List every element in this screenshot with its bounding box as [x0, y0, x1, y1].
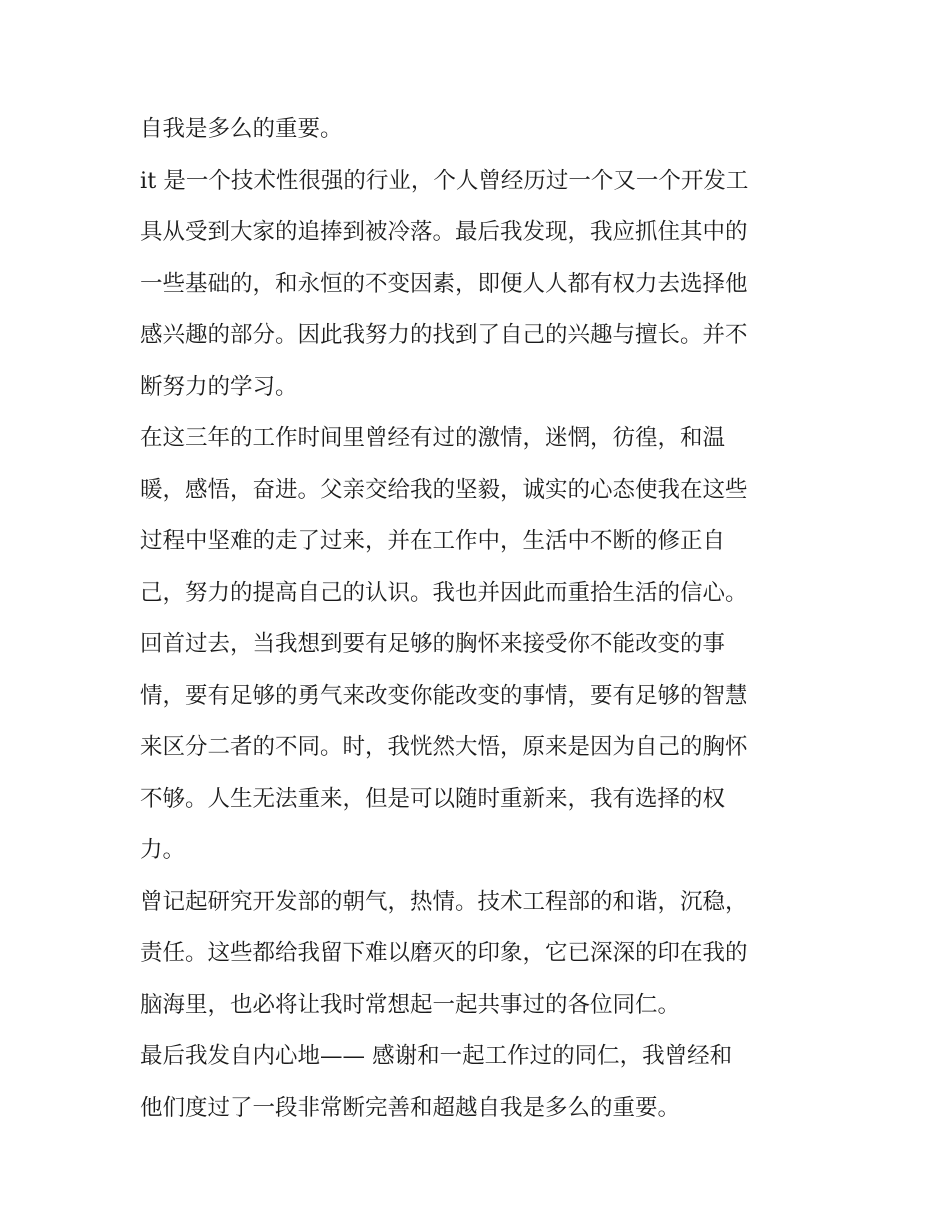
text-line: 力。	[140, 837, 186, 863]
text-line: 不够。人生无法重来，但是可以随时重新来，我有选择的权	[140, 785, 726, 812]
text-line: 在这三年的工作时间里曾经有过的激情，迷惘，彷徨，和温	[140, 425, 726, 451]
text-line: 己，努力的提高自己的认识。我也并因此而重拾生活的信心。	[140, 579, 748, 606]
text-line: 一些基础的，和永恒的不变因素，即便人人都有权力去选择他	[140, 270, 748, 297]
text-line: 暖，感悟，奋进。父亲交给我的坚毅，诚实的心态使我在这些	[140, 476, 748, 503]
text-line: 责任。这些都给我留下难以磨灭的印象，它已深深的印在我的	[140, 940, 748, 966]
text-line: 自我是多么的重要。	[140, 116, 343, 142]
text-line: 来区分二者的不同。时，我恍然大悟，原来是因为自己的胸怀	[140, 734, 748, 760]
text-line: 断努力的学习。	[140, 373, 298, 400]
text-line: 脑海里，也必将让我时常想起一起共事过的各位同仁。	[140, 991, 681, 1018]
text-line: 最后我发自内心地—— 感谢和一起工作过的同仁，我曾经和	[140, 1043, 733, 1069]
text-line: 回首过去，当我想到要有足够的胸怀来接受你不能改变的事	[140, 631, 726, 657]
text-line: 情，要有足够的勇气来改变你能改变的事情，要有足够的智慧	[140, 682, 748, 709]
text-line: 感兴趣的部分。因此我努力的找到了自己的兴趣与擅长。并不	[140, 322, 748, 348]
text-line: it 是一个技术性很强的行业，个人曾经历过一个又一个开发工	[140, 167, 749, 194]
text-line: 他们度过了一段非常断完善和超越自我是多么的重要。	[140, 1094, 681, 1121]
body-text	[140, 104, 830, 1134]
text-line: 曾记起研究开发部的朝气，热情。技术工程部的和谐，沉稳，	[140, 888, 748, 915]
text-line: 具从受到大家的追捧到被冷落。最后我发现，我应抓住其中的	[140, 219, 748, 245]
text-line: 过程中坚难的走了过来，并在工作中，生活中不断的修正自	[140, 528, 726, 554]
